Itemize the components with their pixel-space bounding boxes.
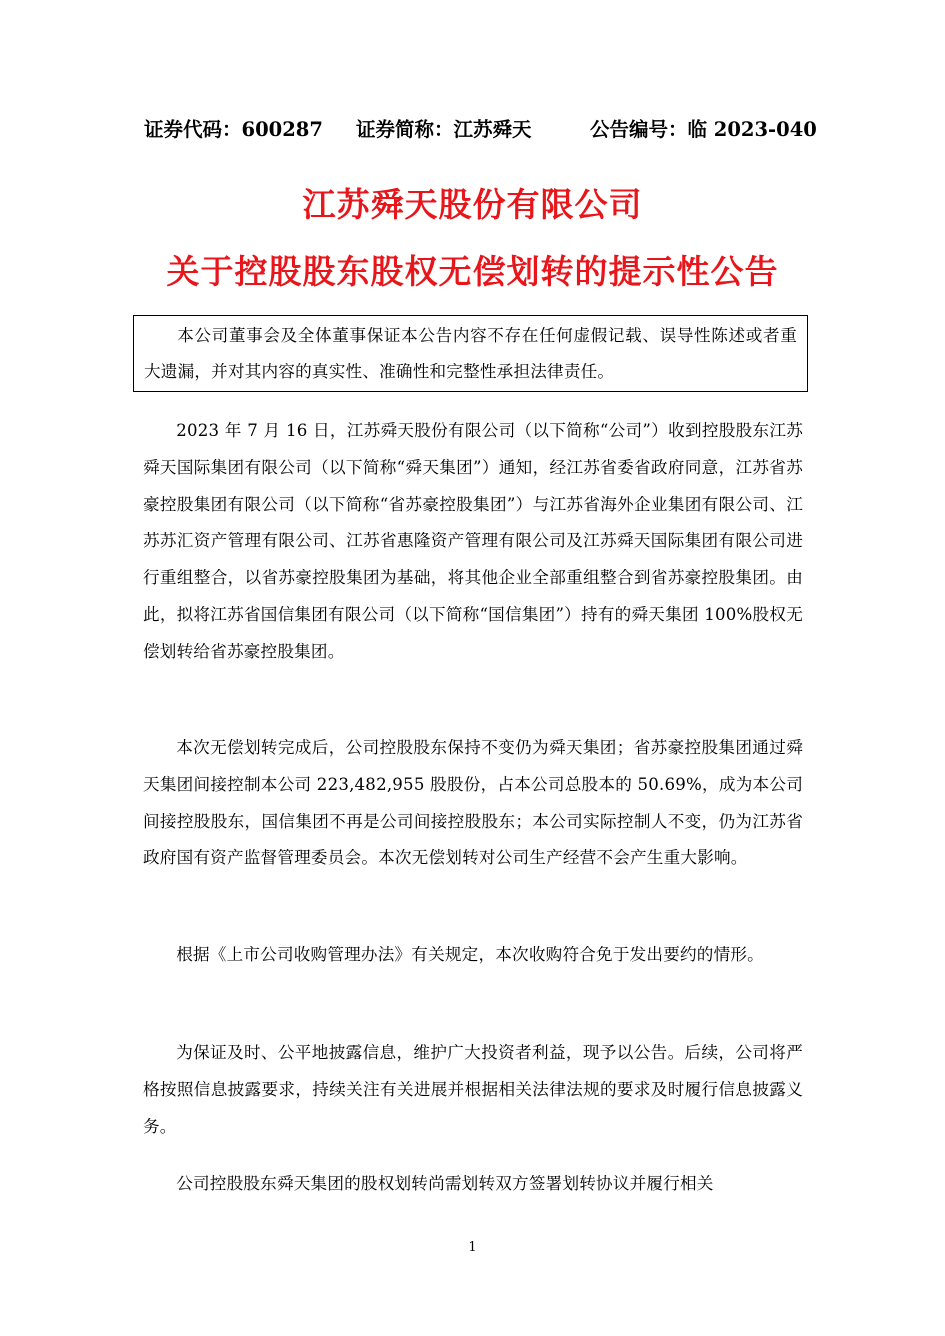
announcement-header (0, 113, 945, 147)
announcement-title: 关于控股股东股权无偿划转的提示性公告 (166, 252, 779, 291)
paragraph-disclosure: 为保证及时、公平地披露信息，维护广大投资者利益，现予以公告。后续，公司将严格按照信息披露要求，持续关注有关进展并根据相关法律法规的要求及时履行信息披露义务。 (143, 1043, 803, 1136)
paragraph-transfer-notice: 2023 年 7 月 16 日，江苏舜天股份有限公司（以下简称“公司”）收到控股股东江苏舜天国际集团有限公司（以下简称“舜天集团”）通知，经江苏省委省政府同意，江苏省苏豪控股集团有限公司（以下简称“省苏豪控股集团”）与江苏省海外企业集团有限公司、江苏苏汇资产管理有限公司、江苏省惠隆资产管理有限公司及江苏舜天国际集团有限公司进行重组整合，以省苏豪控股集团为基础，将其他企业全部重组整合到省苏豪控股集团。由此，拟将江苏省国信集团有限公司（以下简称“国信集团”）持有的舜天集团 100%股权无偿划转给省苏豪控股集团。 (143, 421, 803, 661)
paragraph-after-transfer: 本次无偿划转完成后，公司控股股东保持不变仍为舜天集团；省苏豪控股集团通过舜天集团间接控制本公司 223,482,955 股股份，占本公司总股本的 50.69%，成为本公司间接控股股东，国信集团不再是公司间接控股股东；本公司实际控制人不变，仍为江苏省政府国有资产监督管理委员会。本次无偿划转对公司生产经营不会产生重大影响。 (143, 738, 803, 868)
company-name-title: 江苏舜天股份有限公司 (302, 185, 643, 224)
paragraph-pending-procedures: 公司控股股东舜天集团的股权划转尚需划转双方签署划转协议并履行相关 (176, 1174, 714, 1193)
stock-abbreviation: 证券简称：江苏舜天 (356, 118, 532, 141)
page-number: 1 (468, 1240, 477, 1255)
announcement-number: 公告编号：临 2023-040 (590, 118, 817, 141)
board-statement-box: 本公司董事会及全体董事保证本公告内容不存在任何虚假记载、误导性陈述或者重大遗漏，并对其内容的真实性、准确性和完整性承担法律责任。 (133, 315, 808, 392)
stock-code: 证券代码：600287 (144, 118, 323, 141)
paragraph-acquisition-rules: 根据《上市公司收购管理办法》有关规定，本次收购符合免于发出要约的情形。 (176, 945, 764, 964)
